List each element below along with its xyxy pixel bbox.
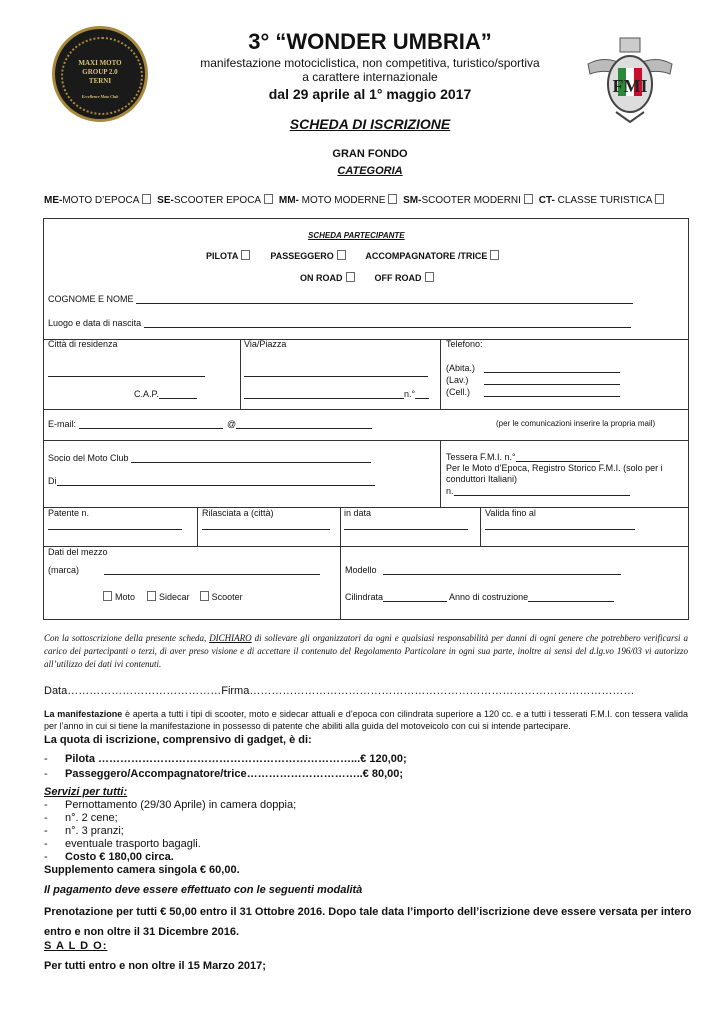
scooter-label: Scooter bbox=[211, 592, 243, 602]
tessera-note: Per le Moto d’Epoca, Registro Storico F.M.I. (solo per i bbox=[446, 463, 663, 473]
abita-label: (Abita.) bbox=[446, 363, 476, 373]
in-data-label: in data bbox=[344, 508, 372, 518]
valida-field[interactable] bbox=[485, 519, 635, 530]
logo-line: TERNI bbox=[88, 77, 112, 85]
anno-label: Anno di costruzione bbox=[449, 592, 529, 602]
supplemento: Supplemento camera singola € 60,00. bbox=[44, 864, 240, 876]
tessera-note-2: conduttori Italiani) bbox=[446, 474, 518, 484]
rilasciata-field[interactable] bbox=[202, 519, 330, 530]
socio-field[interactable] bbox=[131, 452, 371, 463]
patente-label: Patente n. bbox=[48, 508, 90, 518]
anno-field[interactable] bbox=[528, 591, 614, 602]
quota-passeggero: - Passeggero/Accompagnatore/trice…………………………..€ 80,00; bbox=[44, 768, 404, 780]
event-subtitle: manifestazione motociclistica, non competitiva, turistico/sportiva bbox=[200, 56, 540, 70]
pilota-checkbox[interactable] bbox=[241, 250, 250, 260]
cilindrata-label: Cilindrata bbox=[345, 592, 384, 602]
in-data-field[interactable] bbox=[344, 519, 468, 530]
email-domain-field[interactable] bbox=[236, 418, 372, 429]
disclaimer bbox=[44, 632, 688, 671]
di-label: Di bbox=[48, 476, 57, 486]
sidecar-label: Sidecar bbox=[159, 592, 190, 602]
category-sm: SM-SCOOTER MODERNI bbox=[403, 195, 536, 206]
quota-pilota: - Pilota ……………………………………………………………...€ 120,00; bbox=[44, 753, 407, 765]
email-row bbox=[48, 418, 372, 429]
servizi-list bbox=[44, 799, 296, 864]
pagamento-title: Il pagamento deve essere effettuato con le seguenti modalità bbox=[44, 884, 363, 896]
phone-lav bbox=[446, 374, 620, 385]
abita-field[interactable] bbox=[484, 362, 620, 373]
modello-row bbox=[345, 564, 621, 575]
citta-label: Città di residenza bbox=[48, 339, 118, 349]
servizio-item: - n°. 3 pranzi; bbox=[44, 825, 124, 837]
cap-row bbox=[134, 388, 197, 399]
event-title: 3° “WONDER UMBRIA” bbox=[248, 29, 492, 54]
disclaimer-text: Con la sottoscrizione della presente scheda, bbox=[44, 633, 210, 643]
luogo-row bbox=[48, 317, 631, 328]
di-field[interactable] bbox=[57, 475, 375, 486]
passeggero-checkbox[interactable] bbox=[337, 250, 346, 260]
maxi-moto-logo bbox=[52, 26, 148, 122]
category-ct: CT- CLASSE TURISTICA bbox=[539, 195, 668, 206]
quota-passeggero-text: Passeggero/Accompagnatore/trice…………………………..€ 80,00; bbox=[65, 768, 404, 780]
scheda-partecipante: SCHEDA PARTECIPANTE bbox=[308, 231, 405, 240]
category-se: SE-SCOOTER EPOCA bbox=[157, 195, 276, 206]
tessera-label: Tessera F.M.I. n.° bbox=[446, 452, 516, 462]
servizi-title: Servizi per tutti: bbox=[44, 786, 128, 798]
cilindrata-row bbox=[345, 591, 614, 602]
registro-field[interactable] bbox=[454, 485, 630, 496]
category-row bbox=[44, 194, 684, 206]
role-passeggero: PASSEGGERO bbox=[270, 251, 334, 261]
registro-label: n. bbox=[446, 486, 454, 496]
disclaimer-text-2: di sollevare gli organizzatori da ogni e qualsiasi responsabilità per danni di ogni genere che potrebbero verificarsi a carico dei partecipanti o terzi, di aver preso visione e di accettare il contenuto del Regolamento Particolare in ogni sua parte, inoltre ai sensi del d.lg.vo 196/03 vi autorizzo all’utilizzo dei dati ivi contenuti. bbox=[44, 633, 688, 669]
civico-label: n.° bbox=[404, 389, 416, 399]
categoria-label: CATEGORIA bbox=[337, 165, 403, 177]
tessera-field[interactable] bbox=[516, 451, 600, 462]
email-label: E-mail: bbox=[48, 419, 77, 429]
phone-abita bbox=[446, 362, 620, 373]
checkbox[interactable] bbox=[388, 194, 397, 204]
lav-field[interactable] bbox=[484, 374, 620, 385]
event-subtitle-2: a carattere internazionale bbox=[302, 70, 438, 84]
on-road-checkbox[interactable] bbox=[346, 272, 355, 282]
accompagnatore-checkbox[interactable] bbox=[490, 250, 499, 260]
off-road-checkbox[interactable] bbox=[425, 272, 434, 282]
fmi-text: FMI bbox=[612, 76, 648, 96]
email-note: (per le comunicazioni inserire la propria mail) bbox=[496, 419, 656, 428]
role-accompagnatore: ACCOMPAGNATORE /TRICE bbox=[365, 251, 488, 261]
citta-field[interactable] bbox=[48, 366, 205, 377]
checkbox[interactable] bbox=[655, 194, 664, 204]
socio-label: Socio del Moto Club bbox=[48, 453, 129, 463]
socio-row bbox=[48, 452, 371, 463]
manif-bold: La manifestazione bbox=[44, 709, 123, 719]
servizio-item: - eventuale trasporto bagagli. bbox=[44, 838, 201, 850]
on-road-label: ON ROAD bbox=[300, 273, 343, 283]
cell-field[interactable] bbox=[484, 386, 620, 397]
servizio-item: - Pernottamento (29/30 Aprile) in camera doppia; bbox=[44, 799, 297, 811]
manif-body: è aperta a tutti i tipi di scooter, moto e sidecar attuali e d’epoca con cilindrata superiore a 120 cc. e a tutti i tesserati F.M.I. con tessera valida per l’anno in cui si tiene la manifestazione in possesso di patente che abiliti alla guida del motoveicolo con cui si intende partecipare. bbox=[44, 709, 688, 731]
scooter-checkbox[interactable] bbox=[200, 591, 209, 601]
luogo-field[interactable] bbox=[144, 317, 631, 328]
via-field[interactable] bbox=[244, 366, 428, 377]
sidecar-checkbox[interactable] bbox=[147, 591, 156, 601]
quota-title: La quota di iscrizione, comprensivo di gadget, è di: bbox=[44, 734, 312, 746]
patente-field[interactable] bbox=[48, 519, 182, 530]
role-pilota: PILOTA bbox=[206, 251, 239, 261]
servizio-item: - Costo € 180,00 circa. bbox=[44, 851, 174, 863]
cell-label: (Cell.) bbox=[446, 387, 470, 397]
via-field-2[interactable] bbox=[244, 388, 404, 399]
marca-label: (marca) bbox=[48, 565, 79, 575]
checkbox[interactable] bbox=[524, 194, 533, 204]
rilasciata-label: Rilasciata a (città) bbox=[202, 508, 274, 518]
modello-field[interactable] bbox=[383, 564, 621, 575]
form-title: SCHEDA DI ISCRIZIONE bbox=[289, 116, 451, 132]
servizio-item: - n°. 2 cene; bbox=[44, 812, 118, 824]
gran-fondo: GRAN FONDO bbox=[332, 148, 408, 160]
manifestazione-text bbox=[44, 708, 688, 732]
tessera-block bbox=[446, 451, 686, 497]
fmi-emblem-icon bbox=[586, 34, 674, 124]
modello-label: Modello bbox=[345, 565, 377, 575]
checkbox[interactable] bbox=[264, 194, 273, 204]
at-sign: @ bbox=[227, 419, 237, 429]
role-row bbox=[206, 250, 502, 261]
cilindrata-field[interactable] bbox=[383, 591, 447, 602]
saldo-text: Per tutti entro e non oltre il 15 Marzo 2017; bbox=[44, 960, 266, 972]
fmi-logo bbox=[586, 34, 674, 124]
telefono-label: Telefono: bbox=[446, 339, 483, 349]
dati-mezzo-label: Dati del mezzo bbox=[48, 547, 108, 557]
cap-label: C.A.P. bbox=[134, 389, 159, 399]
cognome-label: COGNOME E NOME bbox=[48, 294, 134, 304]
dichiaro: DICHIARO bbox=[209, 633, 252, 643]
moto-checkbox[interactable] bbox=[103, 591, 112, 601]
marca-row bbox=[48, 564, 320, 575]
logo-sub: Eccellence Moto Club bbox=[81, 94, 119, 99]
road-row bbox=[300, 272, 437, 283]
category-me: ME-MOTO D’EPOCA bbox=[44, 195, 154, 206]
cap-field[interactable] bbox=[159, 388, 197, 399]
off-road-label: OFF ROAD bbox=[374, 273, 422, 283]
event-dates: dal 29 aprile al 1° maggio 2017 bbox=[268, 86, 472, 102]
data-firma-line: Data……………………………………Firma…………………………………………………………………………………………… bbox=[44, 685, 635, 697]
civico-row bbox=[244, 388, 429, 399]
lav-label: (Lav.) bbox=[446, 375, 469, 385]
logo-line: MAXI MOTO bbox=[78, 59, 122, 67]
valida-label: Valida fino al bbox=[485, 508, 536, 518]
quota-pilota-text: Pilota ……………………………………………………………...€ 120,00; bbox=[65, 753, 407, 765]
phone-cell bbox=[446, 386, 620, 397]
category-mm: MM- MOTO MODERNE bbox=[279, 195, 400, 206]
prenotazione-text: Prenotazione per tutti € 50,00 entro il 31 Ottobre 2016. Dopo tale data l’importo dell’iscrizione deve essere versata per intero entro e non oltre il 31 Dicembre 2016. bbox=[44, 906, 692, 938]
di-row bbox=[48, 475, 375, 486]
saldo-title: S A L D O: bbox=[44, 940, 108, 952]
luogo-label: Luogo e data di nascita bbox=[48, 318, 142, 328]
civico-field[interactable] bbox=[415, 388, 429, 399]
cognome-row bbox=[48, 293, 633, 304]
email-user-field[interactable] bbox=[79, 418, 223, 429]
moto-label: Moto bbox=[115, 592, 136, 602]
via-label: Via/Piazza bbox=[244, 339, 287, 349]
marca-field[interactable] bbox=[104, 564, 320, 575]
quota-list bbox=[44, 752, 407, 782]
cognome-field[interactable] bbox=[136, 293, 633, 304]
checkbox[interactable] bbox=[142, 194, 151, 204]
logo-line: GROUP 2.0 bbox=[82, 68, 118, 76]
mezzo-type-row bbox=[100, 591, 243, 602]
